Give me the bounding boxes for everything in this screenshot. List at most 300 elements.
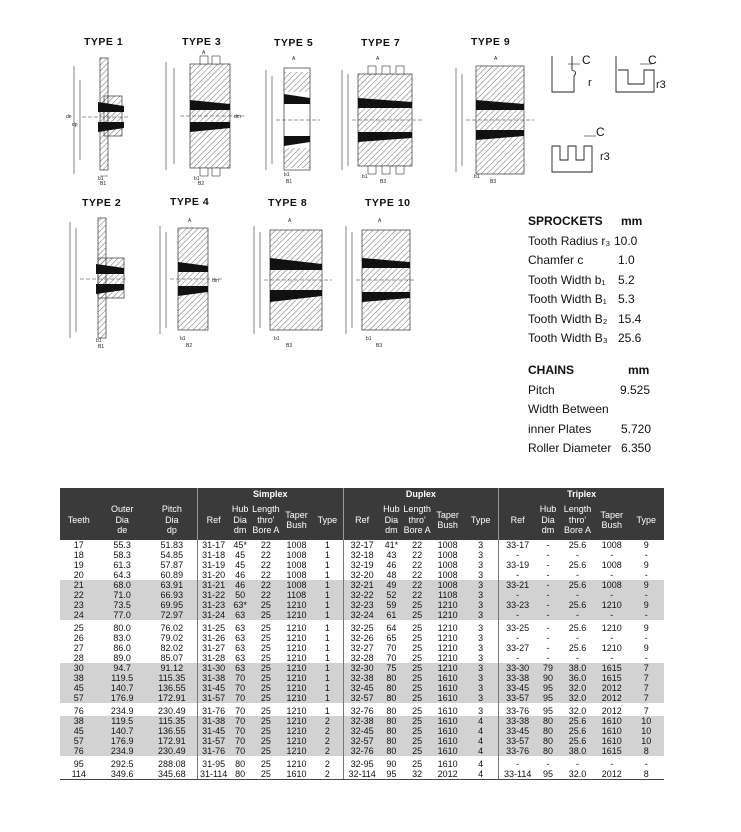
table-cell: 1008 xyxy=(601,540,622,550)
table-cell: 1210 xyxy=(281,693,312,703)
table-cell: 3 xyxy=(478,706,484,716)
table-cell: 32-30 xyxy=(343,663,381,673)
table-cell: - xyxy=(644,653,648,663)
table-cell: 33-23 xyxy=(499,600,537,610)
table-cell: 2 xyxy=(324,759,330,769)
table-cell: - xyxy=(644,759,648,769)
table-cell: 85.07 xyxy=(160,653,184,663)
tooth-profile-3 xyxy=(548,124,614,180)
table-cell: 80 xyxy=(536,726,560,736)
table-cell: 45 xyxy=(60,726,98,736)
table-cell: 21 xyxy=(60,580,98,590)
table-cell: 90 xyxy=(386,759,397,769)
table-cell: 76.02 xyxy=(160,623,184,633)
label-type-4: TYPE 4 xyxy=(170,196,210,208)
table-cell: 1210 xyxy=(281,673,312,683)
table-cell: 31-45 xyxy=(197,726,229,736)
table-cell: 33-114 xyxy=(499,769,537,780)
table-cell: 25.6 xyxy=(560,726,595,736)
table-cell: 25 xyxy=(260,653,271,663)
table-cell: 3 xyxy=(478,550,484,560)
table-cell: 83.0 xyxy=(113,633,131,643)
type-2-drawing xyxy=(62,212,130,350)
table-cell: 45 xyxy=(235,550,246,560)
table-cell: 1210 xyxy=(601,623,622,633)
table-cell: 27 xyxy=(73,643,84,653)
table-cell: 32-20 xyxy=(343,570,381,580)
svg-text:A: A xyxy=(288,218,292,224)
table-cell: - xyxy=(610,759,614,769)
table-cell: 1008 xyxy=(595,580,628,590)
label-type-9: TYPE 9 xyxy=(471,36,511,48)
table-row xyxy=(60,540,664,550)
table-cell: - xyxy=(546,633,550,643)
table-cell: 292.5 xyxy=(110,759,134,769)
svg-text:C: C xyxy=(648,53,657,67)
table-cell: - xyxy=(536,610,560,620)
svg-text:b1: b1 xyxy=(474,174,480,180)
table-cell: - xyxy=(575,633,579,643)
table-row xyxy=(60,683,664,693)
table-cell: 25 xyxy=(402,746,432,756)
table-cell: 31-76 xyxy=(197,746,229,756)
table-cell: 22 xyxy=(412,570,423,580)
spec-row: inner Plates 5.720 xyxy=(528,421,652,436)
table-cell: 288.08 xyxy=(158,759,186,769)
table-cell: 63 xyxy=(235,653,246,663)
table-cell: 1610 xyxy=(432,716,463,726)
table-cell: 7 xyxy=(628,693,664,703)
table-cell: 1615 xyxy=(595,746,628,756)
table-row xyxy=(60,610,664,620)
table-cell: 1610 xyxy=(432,683,463,693)
svg-text:b1: b1 xyxy=(284,172,290,178)
table-cell: 1210 xyxy=(281,663,312,673)
table-cell: 25.6 xyxy=(568,560,587,570)
table-cell: 75 xyxy=(381,663,402,673)
table-cell: - xyxy=(499,653,537,663)
table-cell: 1610 xyxy=(595,726,628,736)
table-cell: 32-57 xyxy=(343,693,381,703)
table-cell: 32-76 xyxy=(343,703,381,716)
table-cell: - xyxy=(610,550,614,560)
table-cell: 2012 xyxy=(601,706,622,716)
table-cell: 349.6 xyxy=(98,769,147,780)
table-cell: 25 xyxy=(402,726,432,736)
table-cell: 1210 xyxy=(286,653,307,663)
table-cell: 136.55 xyxy=(147,683,197,693)
table-cell: 3 xyxy=(478,540,484,550)
table-cell: 33-25 xyxy=(499,620,537,633)
table-cell: 1615 xyxy=(595,673,628,683)
sprockets-heading: SPROCKETS xyxy=(528,214,603,228)
table-cell: 32-27 xyxy=(343,643,381,653)
table-cell: - xyxy=(595,610,628,620)
table-cell: 95 xyxy=(536,693,560,703)
head-simplex: Simplex xyxy=(197,488,343,500)
col-header-length: Length thro' Bore A xyxy=(251,500,281,540)
table-cell: 49 xyxy=(381,580,402,590)
chains-heading-row xyxy=(528,361,728,381)
table-cell: 7 xyxy=(643,706,649,716)
table-cell: 23 xyxy=(60,600,98,610)
table-cell: 2 xyxy=(312,746,343,756)
table-cell: 32-38 xyxy=(343,716,381,726)
table-cell: 1 xyxy=(324,706,330,716)
table-cell: - xyxy=(628,590,664,600)
table-cell: 25.6 xyxy=(568,643,587,653)
spec-row: Width Between xyxy=(528,402,609,416)
table-cell: 90 xyxy=(536,673,560,683)
table-cell: 1210 xyxy=(437,623,458,633)
table-row xyxy=(60,633,664,643)
svg-text:dm: dm xyxy=(234,114,241,120)
table-cell: 25 xyxy=(402,716,432,726)
table-cell: 25.6 xyxy=(568,623,587,633)
table-cell: 1 xyxy=(312,683,343,693)
table-cell: 1210 xyxy=(281,683,312,693)
table-cell: 2 xyxy=(312,716,343,726)
table-cell: 31-26 xyxy=(197,633,229,643)
table-cell: 1210 xyxy=(286,623,307,633)
table-head xyxy=(60,488,664,540)
table-cell: 1008 xyxy=(286,560,307,570)
table-cell: 80 xyxy=(381,683,402,693)
table-cell: 31-30 xyxy=(197,663,229,673)
table-cell: 3 xyxy=(478,633,484,643)
table-cell: 140.7 xyxy=(98,683,147,693)
table-cell: - xyxy=(575,570,579,580)
table-cell: 3 xyxy=(463,600,498,610)
table-cell: 8 xyxy=(628,746,664,756)
table-cell: 63* xyxy=(229,600,250,610)
table-cell: 72.97 xyxy=(147,610,197,620)
table-cell: 80 xyxy=(381,673,402,683)
table-cell: 140.7 xyxy=(98,726,147,736)
table-cell: 32-19 xyxy=(343,560,381,570)
spec-row: Tooth Radius r₃ 10.0 xyxy=(528,233,638,248)
table-cell: 51.83 xyxy=(160,540,184,550)
label-type-10: TYPE 10 xyxy=(365,197,411,209)
table-cell: 80 xyxy=(381,693,402,703)
table-cell: 4 xyxy=(463,736,498,746)
svg-text:B2: B2 xyxy=(198,181,205,187)
table-cell: 32-17 xyxy=(343,540,381,550)
table-cell: 33-38 xyxy=(499,716,537,726)
table-cell: - xyxy=(499,610,537,620)
table-cell: - xyxy=(610,633,614,643)
table-cell: 1210 xyxy=(281,716,312,726)
tooth-profile-1 xyxy=(548,52,600,100)
type-7-drawing xyxy=(336,52,430,184)
table-cell: 234.9 xyxy=(98,746,147,756)
table-cell: 10 xyxy=(628,736,664,746)
table-cell: - xyxy=(560,610,595,620)
table-cell: 22 xyxy=(60,590,98,600)
table-row xyxy=(60,716,664,726)
table-cell: 31-45 xyxy=(197,683,229,693)
table-cell: 3 xyxy=(463,610,498,620)
table-cell: 1 xyxy=(312,580,343,590)
table-cell: 61 xyxy=(381,610,402,620)
table-cell: 18 xyxy=(73,550,84,560)
table-cell: 9 xyxy=(643,560,649,570)
svg-text:B3: B3 xyxy=(286,343,293,349)
table-cell: 86.0 xyxy=(113,643,131,653)
label-type-8: TYPE 8 xyxy=(268,197,308,209)
table-cell: 80 xyxy=(386,706,397,716)
table-row xyxy=(60,590,664,600)
table-cell: 32-38 xyxy=(343,673,381,683)
table-cell: 71.0 xyxy=(98,590,147,600)
table-cell: 9 xyxy=(643,643,649,653)
table-cell: 25 xyxy=(412,706,423,716)
table-cell: 31-17 xyxy=(197,540,229,550)
svg-text:A: A xyxy=(378,218,382,224)
svg-text:C: C xyxy=(582,53,591,67)
table-cell: 1008 xyxy=(286,540,307,550)
table-row xyxy=(60,643,664,653)
table-row xyxy=(60,769,664,780)
table-cell: 25 xyxy=(260,623,271,633)
table-cell: 63 xyxy=(235,633,246,643)
table-cell: 70 xyxy=(229,683,250,693)
table-cell: - xyxy=(546,759,550,769)
svg-text:b1: b1 xyxy=(98,176,104,182)
svg-text:B1: B1 xyxy=(100,181,107,187)
table-cell: 31-24 xyxy=(197,610,229,620)
table-row xyxy=(60,550,664,560)
table-cell: 33-27 xyxy=(499,643,537,653)
table-cell: 50 xyxy=(229,590,250,600)
table-cell: 1008 xyxy=(286,570,307,580)
table-cell: 1210 xyxy=(281,746,312,756)
svg-text:B3: B3 xyxy=(376,343,383,349)
table-cell: 33-76 xyxy=(499,746,537,756)
table-cell: 25.6 xyxy=(560,600,595,610)
table-cell: 32.0 xyxy=(560,769,595,780)
svg-text:de: de xyxy=(66,114,72,120)
table-cell: 65 xyxy=(386,633,397,643)
table-cell: 63 xyxy=(229,610,250,620)
head-duplex: Duplex xyxy=(343,488,499,500)
table-row xyxy=(60,580,664,590)
table-cell: 25 xyxy=(251,769,281,780)
table-cell: 3 xyxy=(478,623,484,633)
table-cell: 70 xyxy=(386,643,397,653)
svg-text:A: A xyxy=(202,50,206,56)
table-cell: 31-95 xyxy=(197,756,229,769)
table-cell: 1008 xyxy=(437,570,458,580)
table-cell: 61.3 xyxy=(113,560,131,570)
table-cell: 80 xyxy=(536,716,560,726)
table-cell: 1 xyxy=(324,633,330,643)
type-5-drawing xyxy=(260,52,328,184)
table-cell: 1610 xyxy=(432,693,463,703)
sprockets-unit: mm xyxy=(621,214,643,228)
table-cell: - xyxy=(546,540,550,550)
table-cell: 25 xyxy=(251,726,281,736)
table-cell: 54.85 xyxy=(160,550,184,560)
table-cell: 70 xyxy=(229,693,250,703)
table-cell: 1610 xyxy=(595,736,628,746)
table-cell: 55.3 xyxy=(113,540,131,550)
svg-text:B1: B1 xyxy=(98,344,105,350)
table-cell: 25 xyxy=(402,600,432,610)
table-cell: 3 xyxy=(478,570,484,580)
table-cell: 70 xyxy=(229,746,250,756)
table-cell: 25.6 xyxy=(568,540,587,550)
table-cell: 31-57 xyxy=(197,693,229,703)
table-cell: 26 xyxy=(73,633,84,643)
table-cell: 8 xyxy=(628,769,664,780)
col-header-ref: Ref xyxy=(197,500,229,540)
table-cell: 95 xyxy=(536,683,560,693)
table-cell: 22 xyxy=(260,550,271,560)
table-cell: 1 xyxy=(324,653,330,663)
sprockets-heading-row xyxy=(528,212,728,232)
table-cell: 32-28 xyxy=(343,653,381,663)
table-cell: 33-57 xyxy=(499,693,537,703)
table-cell: 25 xyxy=(412,759,423,769)
type-4-drawing xyxy=(152,212,232,350)
table-cell: 31-27 xyxy=(197,643,229,653)
table-cell: 7 xyxy=(628,663,664,673)
table-cell: 32 xyxy=(402,769,432,780)
table-cell: 33-21 xyxy=(499,580,537,590)
table-cell: 1008 xyxy=(437,560,458,570)
table-cell: 32-57 xyxy=(343,736,381,746)
table-cell: 22 xyxy=(412,550,423,560)
table-cell: 31-57 xyxy=(197,736,229,746)
table-cell: 31-114 xyxy=(197,769,229,780)
table-cell: 70 xyxy=(235,706,246,716)
table-cell: 80 xyxy=(381,726,402,736)
table-cell: - xyxy=(575,550,579,560)
table-cell: 76 xyxy=(60,746,98,756)
table-cell: 32-26 xyxy=(343,633,381,643)
table-cell: 31-38 xyxy=(197,673,229,683)
table-cell: - xyxy=(499,570,537,580)
table-cell: 1 xyxy=(324,550,330,560)
table-cell: 25 xyxy=(412,653,423,663)
col-header-type: Type xyxy=(463,500,498,540)
table-cell: 1210 xyxy=(437,653,458,663)
table-cell: 48 xyxy=(386,570,397,580)
table-cell: - xyxy=(546,550,550,560)
table-cell: 25 xyxy=(73,623,84,633)
svg-text:A: A xyxy=(188,218,192,224)
label-type-5: TYPE 5 xyxy=(274,37,314,49)
table-body xyxy=(60,540,664,780)
table-cell: 1008 xyxy=(601,560,622,570)
sprocket-table xyxy=(60,488,664,780)
table-cell: 25 xyxy=(402,736,432,746)
table-cell: - xyxy=(546,653,550,663)
spec-row: Tooth Width b₁ 5.2 xyxy=(528,272,635,287)
table-cell: 70 xyxy=(229,673,250,683)
table-cell: 1610 xyxy=(437,706,458,716)
table-cell: 25 xyxy=(251,600,281,610)
table-cell: 345.68 xyxy=(147,769,197,780)
table-cell: 25 xyxy=(402,663,432,673)
table-cell: 32-45 xyxy=(343,683,381,693)
table-cell: 1 xyxy=(324,623,330,633)
col-header-teeth: Teeth xyxy=(60,500,98,540)
table-cell: 32-23 xyxy=(343,600,381,610)
table-cell: 80 xyxy=(381,746,402,756)
table-cell: - xyxy=(644,550,648,560)
table-cell: - xyxy=(499,550,537,560)
table-cell: 25 xyxy=(402,693,432,703)
table-cell: - xyxy=(644,633,648,643)
table-cell: 63 xyxy=(235,643,246,653)
table-cell: 9 xyxy=(643,623,649,633)
spec-row: Roller Diameter 6.350 xyxy=(528,441,652,455)
table-cell: 1008 xyxy=(281,580,312,590)
table-cell: 176.9 xyxy=(98,736,147,746)
table-cell: 1210 xyxy=(286,706,307,716)
table-cell: 19 xyxy=(73,560,84,570)
col-header-ref: Ref xyxy=(343,500,381,540)
table-cell: 63 xyxy=(229,663,250,673)
table-cell: 230.49 xyxy=(147,746,197,756)
table-row xyxy=(60,653,664,663)
table-cell: 31-20 xyxy=(197,570,229,580)
table-cell: 45* xyxy=(233,540,247,550)
spec-row: Pitch 9.525 xyxy=(528,382,651,397)
table-cell: 80 xyxy=(536,746,560,756)
table-row xyxy=(60,746,664,756)
svg-text:A: A xyxy=(376,56,380,62)
table-cell: 3 xyxy=(463,580,498,590)
table-cell: 3 xyxy=(463,683,498,693)
table-cell: 30 xyxy=(60,663,98,673)
table-cell: 89.0 xyxy=(113,653,131,663)
table-cell: 70 xyxy=(229,716,250,726)
table-cell: 22 xyxy=(260,540,271,550)
table-cell: 31-76 xyxy=(197,703,229,716)
table-row xyxy=(60,663,664,673)
type-3-drawing xyxy=(160,48,248,187)
table-cell: 38 xyxy=(60,673,98,683)
table-cell: - xyxy=(546,560,550,570)
table-cell: 32-24 xyxy=(343,610,381,620)
table-cell: 1008 xyxy=(437,550,458,560)
spec-row: Chamfer c 1.0 xyxy=(528,253,635,267)
table-cell: - xyxy=(575,759,579,769)
table-cell: 32-45 xyxy=(343,726,381,736)
table-cell: 80.0 xyxy=(113,623,131,633)
table-cell: 1210 xyxy=(281,610,312,620)
table-cell: 31-18 xyxy=(197,550,229,560)
table-cell: 20 xyxy=(73,570,84,580)
table-cell: 1210 xyxy=(437,633,458,643)
chains-heading: CHAINS xyxy=(528,363,575,377)
table-cell: - xyxy=(546,570,550,580)
table-cell: 80 xyxy=(381,736,402,746)
table-row xyxy=(60,600,664,610)
table-cell: 119.5 xyxy=(98,716,147,726)
table-cell: - xyxy=(628,610,664,620)
table-cell: 58.3 xyxy=(113,550,131,560)
table-cell: 1 xyxy=(324,540,330,550)
table-cell: 59 xyxy=(381,600,402,610)
table-cell: 1008 xyxy=(432,580,463,590)
table-cell: 95 xyxy=(73,759,84,769)
table-cell: 25 xyxy=(260,759,271,769)
table-cell: 77.0 xyxy=(98,610,147,620)
